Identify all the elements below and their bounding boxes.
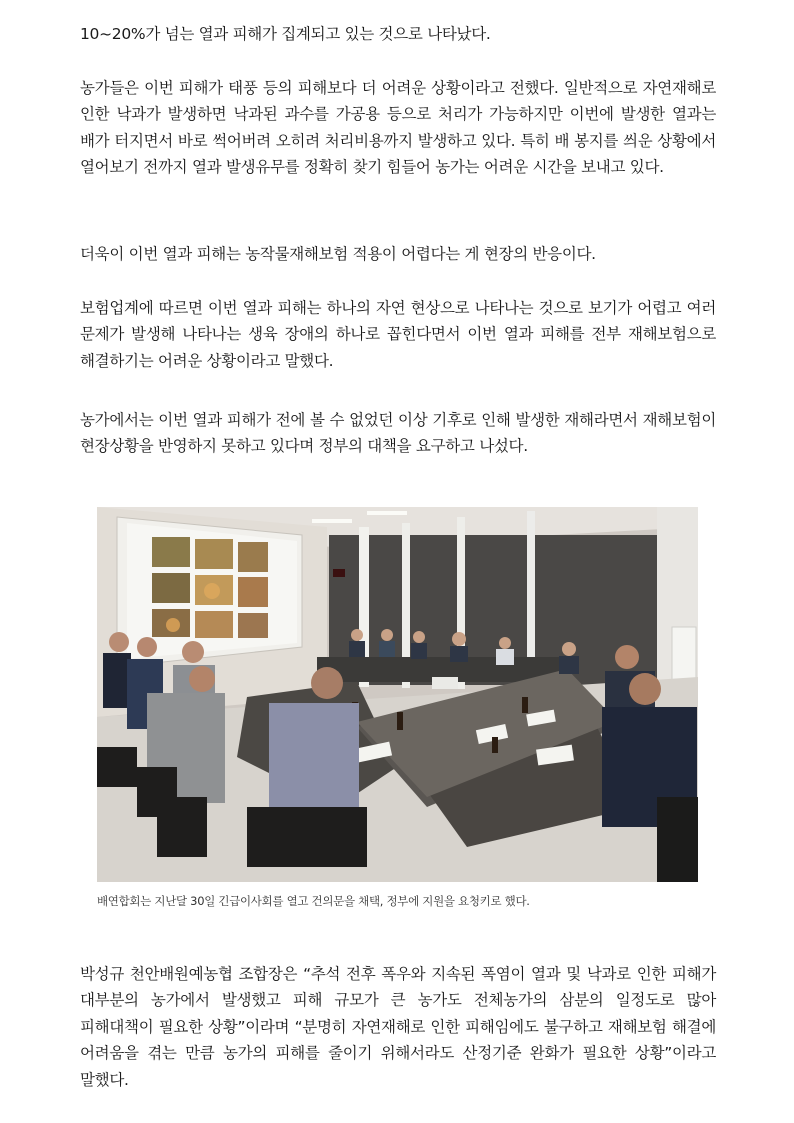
article-paragraph-7: 박성규 천안배원예농협 조합장은 “추석 전후 폭우와 지속된 폭염이 열과 및 낙과로 인한 피해가 대부분의 농가에서 발생했고 피해 규모가 큰 농가도 전체농가의 삼분의 일정도로 많아 피해대책이 필요한 상황”이라며 “분명히 자연재해로 인한 피해임에도 불구하고 재해보험 해결에 어려움을 겪는 만큼 농가의 피해를 줄이기 위해서라도 산정기준 완화가 필요한 상황”이라고 말했다.: [80, 965, 716, 1089]
article-paragraph-2: 농가들은 이번 피해가 태풍 등의 피해보다 더 어려운 상황이라고 전했다. 일반적으로 자연재해로 인한 낙과가 발생하면 낙과된 과수를 가공용 등으로 처리가 가능하지만 이번에 발생한 열과는 배가 터지면서 바로 썩어버려 오히려 처리비용까지 발생하고 있다. 특히 배 봉지를 씌운 상황에서 열어보기 전까지 열과 발생유무를 정확히 찾기 힘들어 농가는 어려운 시간을 보내고 있다.: [80, 79, 716, 177]
article-paragraph-5: 농가에서는 이번 열과 피해가 전에 볼 수 없었던 이상 기후로 인해 발생한 재해라면서 재해보험이 현장상황을 반영하지 못하고 있다며 정부의 대책을 요구하고 나섰다.: [80, 411, 716, 456]
article-paragraph-3: 더욱이 이번 열과 피해는 농작물재해보험 적용이 어렵다는 게 현장의 반응이다.: [80, 245, 596, 263]
article-paragraph-4: 보험업계에 따르면 이번 열과 피해는 하나의 자연 현상으로 나타나는 것으로 보기가 어렵고 여러 문제가 발생해 나타나는 생육 장애의 하나로 꼽힌다면서 이번 열과 피해를 전부 재해보험으로 해결하기는 어려운 상황이라고 말했다.: [80, 299, 716, 370]
photo-caption: 배연합회는 지난달 30일 긴급이사회를 열고 건의문을 채택, 정부에 지원을 요청키로 했다.: [97, 894, 530, 908]
article-paragraph-1: 10~20%가 넘는 열과 피해가 집계되고 있는 것으로 나타났다.: [80, 25, 491, 43]
meeting-photo: [97, 507, 698, 882]
